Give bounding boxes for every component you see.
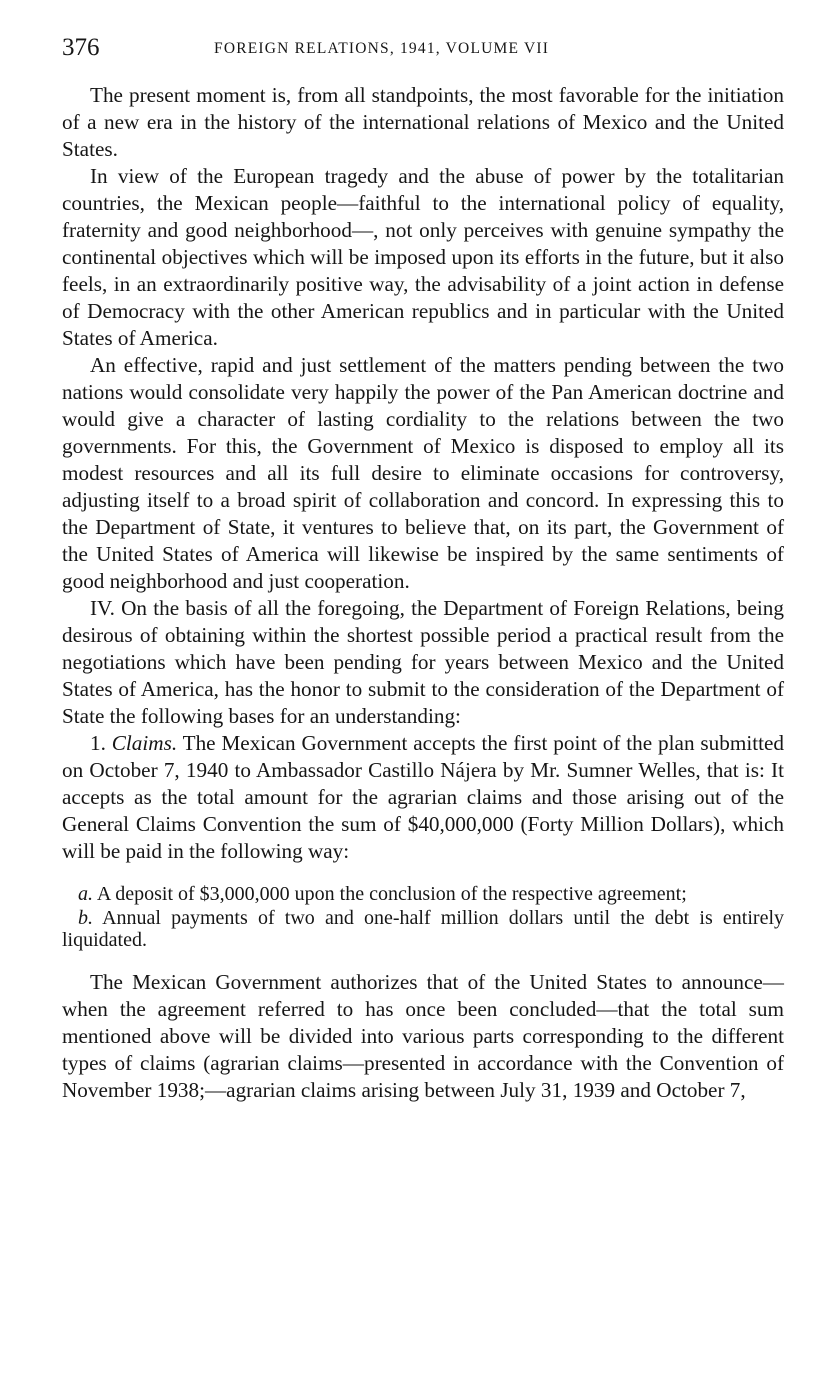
page-header <box>62 32 784 64</box>
page-number: 376 <box>62 34 100 61</box>
paragraph-claims <box>62 730 784 865</box>
paragraph-authorization: The Mexican Government authorizes that of the United States to announce—when the agreement referred to has once been concluded—that the total sum mentioned above will be divided into various parts corresponding to the different types of claims (agrarian claims—presented in accordance with the Convention of November 1938;—agrarian claims arising between July 31, 1939 and October 7, <box>62 970 784 1102</box>
list-item-text: Annual payments of two and one-half million dollars until the debt is entirely liquidated. <box>62 907 784 951</box>
paragraph-european-tragedy: In view of the European tragedy and the abuse of power by the totalitarian countries, the Mexican people—faithful to the international policy of equality, fraternity and good neighborhood—, not only perceives with genuine sympathy the continental objectives which will be imposed upon its efforts in the future, but it also feels, in an extraordinarily positive way, the advisability of a joint action in defense of Democracy with the other American republics and in particular with the United States of America. <box>62 164 784 350</box>
list-item <box>62 907 784 951</box>
claims-heading: Claims. <box>111 731 178 755</box>
list-item <box>62 883 784 905</box>
paragraph-section-iv: IV. On the basis of all the foregoing, the Department of Foreign Relations, being desirous of obtaining within the shortest possible period a practical result from the negotiations which have been pending for years between Mexico and the United States of America, has the honor to submit to the consideration of the Department of State the following bases for an understanding: <box>62 596 784 728</box>
running-head: FOREIGN RELATIONS, 1941, VOLUME VII <box>214 40 550 57</box>
list-item-letter: b. <box>78 907 93 929</box>
list-item-letter: a. <box>78 883 93 905</box>
paragraph-effective-settlement: An effective, rapid and just settlement of the matters pending between the two nations would consolidate very happily the power of the Pan American doctrine and would give a character of lasting cordiality to the relations between the two governments. For this, the Government of Mexico is disposed to employ all its modest resources and all its full desire to eliminate occasions for controversy, adjusting itself to a broad spirit of collaboration and concord. In expressing this to the Department of State, it ventures to believe that, on its part, the Government of the United States of America will likewise be inspired by the same sentiments of good neighborhood and just cooperation. <box>62 353 784 593</box>
claims-text: The Mexican Government accepts the first point of the plan submitted on October 7, 1940 to Ambassador Castillo Nájera by Mr. Sumner Welles, that is: It accepts as the total amount for the agrarian claims and those arising out of the General Claims Convention the sum of $40,000,000 (Forty Million Dollars), which will be paid in the following way: <box>62 731 784 863</box>
document-body <box>62 82 784 1104</box>
list-item-text: A deposit of $3,000,000 upon the conclusion of the respective agreement; <box>96 883 687 905</box>
payment-list <box>62 883 784 951</box>
claims-number: 1. <box>90 731 106 755</box>
paragraph-favorable-moment: The present moment is, from all standpoints, the most favorable for the initiation of a new era in the history of the international relations of Mexico and the United States. <box>62 83 784 161</box>
